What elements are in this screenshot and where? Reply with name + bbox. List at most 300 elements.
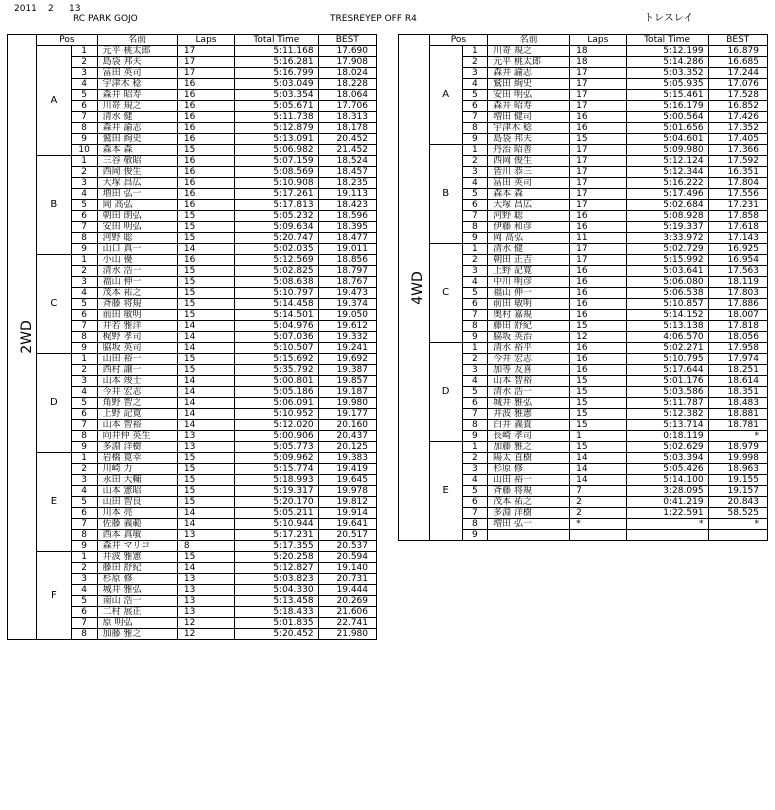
laps-cell: 15 (177, 453, 234, 464)
group-label: E (429, 442, 462, 541)
driver-name-cell: 大塚 昌広 (97, 178, 177, 189)
driver-name-cell: 宇津木 稔 (97, 79, 177, 90)
laps-cell: * (570, 519, 626, 530)
laps-cell: 15 (177, 145, 234, 156)
total-time-cell: 5:10.857 (626, 299, 708, 310)
driver-name-cell: 加藤 雅之 (97, 629, 177, 640)
total-time-cell: 5:16.799 (235, 68, 318, 79)
driver-name-cell: 清水 浩一 (97, 266, 177, 277)
position-cell: 5 (71, 398, 97, 409)
best-lap-cell: * (708, 519, 767, 530)
driver-name-cell: 元平 桃太郎 (488, 57, 570, 68)
position-cell: 8 (71, 431, 97, 442)
best-lap-cell: * (708, 431, 767, 442)
laps-cell: 14 (177, 563, 234, 574)
best-lap-cell: 19.383 (318, 453, 376, 464)
laps-cell: 16 (177, 112, 234, 123)
best-lap-cell: 19.113 (318, 189, 376, 200)
total-time-cell: 5:00.906 (235, 431, 318, 442)
driver-name-cell: 大塚 昌広 (488, 200, 570, 211)
laps-cell: 17 (570, 145, 626, 156)
total-time-cell: 5:03.394 (626, 453, 708, 464)
laps-cell: 16 (570, 288, 626, 299)
position-cell: 3 (462, 68, 488, 79)
best-lap-cell: 20.594 (318, 552, 376, 563)
position-cell: 6 (462, 398, 488, 409)
laps-cell: 15 (570, 442, 626, 453)
driver-name-cell: 西岡 俊生 (97, 167, 177, 178)
position-cell: 4 (462, 376, 488, 387)
position-cell: 9 (71, 541, 97, 552)
laps-cell: 15 (177, 552, 234, 563)
best-lap-cell: 19.419 (318, 464, 376, 475)
position-cell: 1 (71, 453, 97, 464)
driver-name-cell: 朝田 朗弘 (97, 211, 177, 222)
best-lap-cell: 18.614 (708, 376, 767, 387)
best-lap-cell: 18.007 (708, 310, 767, 321)
best-lap-cell: 17.858 (708, 211, 767, 222)
position-cell: 9 (462, 431, 488, 442)
driver-name-cell: 川本 亮 (97, 508, 177, 519)
total-time-cell: 5:17.644 (626, 365, 708, 376)
driver-name-cell: 清水 健 (97, 112, 177, 123)
laps-cell: 14 (177, 321, 234, 332)
best-lap-cell: 18.477 (318, 233, 376, 244)
laps-cell: 15 (570, 387, 626, 398)
laps-cell: 16 (177, 123, 234, 134)
total-time-cell: 0:18.119 (626, 431, 708, 442)
best-lap-cell: 17.886 (708, 299, 767, 310)
best-lap-cell: 17.706 (318, 101, 376, 112)
position-cell: 9 (462, 134, 488, 145)
position-cell: 1 (71, 156, 97, 167)
driver-name-cell: 増田 弘一 (488, 519, 570, 530)
driver-name-cell: 岩橋 寛幸 (97, 453, 177, 464)
best-lap-cell: 18.524 (318, 156, 376, 167)
driver-name-cell: 茂本 祐之 (97, 288, 177, 299)
position-cell: 5 (71, 497, 97, 508)
best-lap-cell: 16.925 (708, 244, 767, 255)
best-lap-cell: 18.856 (318, 255, 376, 266)
position-cell: 2 (71, 266, 97, 277)
position-cell: 7 (462, 211, 488, 222)
best-lap-cell: 20.160 (318, 420, 376, 431)
total-time-cell: 5:05.773 (235, 442, 318, 453)
total-time-cell: 5:09.634 (235, 222, 318, 233)
total-time-cell: 5:18.993 (235, 475, 318, 486)
total-time-cell: 5:10.944 (235, 519, 318, 530)
best-lap-cell: 18.881 (708, 409, 767, 420)
total-time-cell: 5:10.795 (626, 354, 708, 365)
position-cell: 1 (71, 552, 97, 563)
laps-cell: 13 (177, 530, 234, 541)
best-lap-cell: 19.612 (318, 321, 376, 332)
best-lap-cell: 17.352 (708, 123, 767, 134)
best-lap-cell: 18.064 (318, 90, 376, 101)
driver-name-cell: 森井 昭寿 (488, 101, 570, 112)
driver-name-cell: 島袋 邦夫 (97, 57, 177, 68)
best-lap-cell: 18.423 (318, 200, 376, 211)
best-lap-cell: 20.269 (318, 596, 376, 607)
driver-name-cell: 河野 聡 (488, 211, 570, 222)
table-row (8, 255, 377, 266)
position-cell: 7 (71, 420, 97, 431)
driver-name-cell: 中川 明彦 (488, 277, 570, 288)
driver-name-cell: 井若 雅洋 (97, 321, 177, 332)
driver-name-cell: 藤田 舒紀 (488, 321, 570, 332)
best-lap-cell: 17.076 (708, 79, 767, 90)
best-lap-cell: 18.395 (318, 222, 376, 233)
position-cell: 2 (71, 167, 97, 178)
total-time-cell: 5:19.317 (235, 486, 318, 497)
position-cell: 9 (462, 233, 488, 244)
total-time-cell: 5:10.507 (235, 343, 318, 354)
total-time-cell: 5:17.813 (235, 200, 318, 211)
total-time-cell: 5:16.281 (235, 57, 318, 68)
driver-name-cell (488, 530, 570, 541)
position-cell: 4 (71, 387, 97, 398)
position-cell: 6 (71, 310, 97, 321)
best-lap-cell: 18.979 (708, 442, 767, 453)
driver-name-cell: 鷲田 絢史 (488, 79, 570, 90)
driver-name-cell: 斉藤 将規 (488, 486, 570, 497)
position-cell: 1 (71, 255, 97, 266)
position-cell: 1 (71, 354, 97, 365)
laps-cell: 15 (177, 233, 234, 244)
laps-cell: 15 (177, 266, 234, 277)
laps-cell: 15 (177, 497, 234, 508)
total-time-cell: 5:05.186 (235, 387, 318, 398)
position-cell: 5 (462, 288, 488, 299)
total-time-cell: 5:17.261 (235, 189, 318, 200)
total-time-cell: 5:11.168 (235, 46, 318, 57)
total-time-cell: 5:03.641 (626, 266, 708, 277)
best-lap-cell: 20.125 (318, 442, 376, 453)
total-time-cell: 1:22.591 (626, 508, 708, 519)
laps-cell: 14 (177, 332, 234, 343)
total-time-cell: 5:01.176 (626, 376, 708, 387)
total-time-cell: 5:06.982 (235, 145, 318, 156)
position-cell: 2 (462, 354, 488, 365)
driver-name-cell: 岡 高弘 (97, 200, 177, 211)
header-event: TRESREYEP OFF R4 (330, 14, 417, 24)
position-cell: 7 (71, 222, 97, 233)
header-event-jp: トレスレイ (644, 13, 694, 24)
driver-name-cell: 多淵 洋樹 (97, 442, 177, 453)
position-cell: 9 (71, 134, 97, 145)
total-time-cell: 5:17.355 (235, 541, 318, 552)
position-cell: 2 (71, 563, 97, 574)
driver-name-cell: 朝田 正吉 (488, 255, 570, 266)
laps-cell: 13 (177, 585, 234, 596)
laps-cell: 16 (177, 156, 234, 167)
laps-cell: 12 (177, 618, 234, 629)
driver-name-cell: 西岡 俊生 (488, 156, 570, 167)
table-row (399, 442, 768, 453)
position-cell: 5 (462, 387, 488, 398)
total-time-cell: 5:14.501 (235, 310, 318, 321)
laps-cell: 14 (177, 387, 234, 398)
driver-name-cell: 安田 明弘 (488, 90, 570, 101)
column-header-name: 名前 (488, 35, 570, 46)
total-time-cell: 5:11.787 (626, 398, 708, 409)
position-cell: 8 (71, 233, 97, 244)
table-header-row (8, 35, 377, 46)
total-time-cell: 5:14.286 (626, 57, 708, 68)
total-time-cell: 5:02.271 (626, 343, 708, 354)
laps-cell: 15 (177, 310, 234, 321)
total-time-cell: 5:06.080 (626, 277, 708, 288)
laps-cell: 14 (177, 409, 234, 420)
laps-cell: 14 (177, 244, 234, 255)
total-time-cell: 5:03.586 (626, 387, 708, 398)
table-header-row (399, 35, 768, 46)
position-cell: 8 (71, 332, 97, 343)
laps-cell: 2 (570, 508, 626, 519)
driver-name-cell: 川嵜 規之 (488, 46, 570, 57)
driver-name-cell: 上野 記寛 (488, 266, 570, 277)
driver-name-cell: 岡 高弘 (488, 233, 570, 244)
best-lap-cell: 19.641 (318, 519, 376, 530)
best-lap-cell: 19.050 (318, 310, 376, 321)
laps-cell: 13 (177, 574, 234, 585)
best-lap-cell: 17.231 (708, 200, 767, 211)
driver-name-cell: 冨田 英司 (97, 68, 177, 79)
driver-name-cell: 永田 大輔 (97, 475, 177, 486)
laps-cell: 17 (177, 68, 234, 79)
driver-name-cell: 森井 昭寿 (97, 90, 177, 101)
laps-cell: 8 (177, 541, 234, 552)
total-time-cell: 5:02.035 (235, 244, 318, 255)
position-cell: 9 (462, 530, 488, 541)
position-cell: 7 (462, 409, 488, 420)
group-label: A (429, 46, 462, 145)
driver-name-cell: 奥村 嘉規 (488, 310, 570, 321)
driver-name-cell: 城井 雅弘 (97, 585, 177, 596)
total-time-cell: 5:20.258 (235, 552, 318, 563)
position-cell: 2 (462, 255, 488, 266)
laps-cell: 15 (177, 288, 234, 299)
best-lap-cell: 17.803 (708, 288, 767, 299)
total-time-cell: 5:12.344 (626, 167, 708, 178)
best-lap-cell: 20.731 (318, 574, 376, 585)
total-time-cell: 4:06.570 (626, 332, 708, 343)
laps-cell: 14 (177, 519, 234, 530)
laps-cell: 16 (570, 365, 626, 376)
best-lap-cell: 16.852 (708, 101, 767, 112)
best-lap-cell: 18.596 (318, 211, 376, 222)
best-lap-cell: 19.140 (318, 563, 376, 574)
total-time-cell: 5:05.426 (626, 464, 708, 475)
position-cell: 6 (71, 607, 97, 618)
position-cell: 4 (71, 486, 97, 497)
total-time-cell: 5:05.211 (235, 508, 318, 519)
best-lap-cell: 19.187 (318, 387, 376, 398)
total-time-cell: 5:06.091 (235, 398, 318, 409)
best-lap-cell: 18.024 (318, 68, 376, 79)
total-time-cell: 5:19.337 (626, 222, 708, 233)
best-lap-cell: 18.313 (318, 112, 376, 123)
driver-name-cell: 藤田 舒紀 (97, 563, 177, 574)
group-label: A (37, 46, 71, 156)
driver-name-cell: 増田 健司 (488, 112, 570, 123)
driver-name-cell: 森井 諭志 (97, 123, 177, 134)
total-time-cell: 5:35.792 (235, 365, 318, 376)
total-time-cell: 5:17.496 (626, 189, 708, 200)
total-time-cell: 3:33.972 (626, 233, 708, 244)
laps-cell: 15 (570, 409, 626, 420)
driver-name-cell: 福山 伸一 (97, 277, 177, 288)
total-time-cell: 5:18.433 (235, 607, 318, 618)
driver-name-cell: 山本 智裕 (488, 376, 570, 387)
best-lap-cell: 16.954 (708, 255, 767, 266)
best-lap-cell: 18.457 (318, 167, 376, 178)
best-lap-cell: 16.879 (708, 46, 767, 57)
driver-name-cell: 河野 聡 (97, 233, 177, 244)
driver-name-cell: 原 明弘 (97, 618, 177, 629)
header-day: 13 (69, 4, 81, 14)
driver-name-cell: 皆川 恭三 (488, 167, 570, 178)
driver-name-cell: 安田 明弘 (97, 222, 177, 233)
laps-cell: 12 (177, 629, 234, 640)
driver-name-cell: 宇津木 稔 (488, 123, 570, 134)
driver-name-cell: 小山 優 (97, 255, 177, 266)
total-time-cell: 5:00.564 (626, 112, 708, 123)
total-time-cell: 0:41.219 (626, 497, 708, 508)
best-lap-cell: 21.452 (318, 145, 376, 156)
total-time-cell: 5:03.823 (235, 574, 318, 585)
position-cell: 5 (71, 596, 97, 607)
total-time-cell: 5:08.569 (235, 167, 318, 178)
position-cell: 3 (71, 475, 97, 486)
best-lap-cell: 17.244 (708, 68, 767, 79)
laps-cell: 15 (177, 365, 234, 376)
table-row (399, 244, 768, 255)
position-cell: 6 (71, 101, 97, 112)
total-time-cell: 5:12.199 (626, 46, 708, 57)
driver-name-cell: 鷲田 絢史 (97, 134, 177, 145)
laps-cell: 16 (570, 123, 626, 134)
driver-name-cell: 白井 義貴 (488, 420, 570, 431)
total-time-cell: 5:00.801 (235, 376, 318, 387)
header-year: 2011 (14, 4, 37, 14)
total-time-cell: 5:14.458 (235, 299, 318, 310)
position-cell: 3 (462, 266, 488, 277)
best-lap-cell: 18.251 (708, 365, 767, 376)
driver-name-cell: 丹治 昭善 (488, 145, 570, 156)
total-time-cell: 5:03.352 (626, 68, 708, 79)
position-cell: 4 (71, 585, 97, 596)
driver-name-cell: 南山 浩一 (97, 596, 177, 607)
laps-cell: 13 (177, 431, 234, 442)
total-time-cell: 5:14.152 (626, 310, 708, 321)
position-cell: 9 (71, 343, 97, 354)
group-label: D (429, 343, 462, 442)
best-lap-cell: 18.483 (708, 398, 767, 409)
position-cell: 2 (462, 57, 488, 68)
laps-cell: 15 (570, 420, 626, 431)
best-lap-cell: 19.473 (318, 288, 376, 299)
driver-name-cell: 前田 敏明 (488, 299, 570, 310)
column-header-best: BEST (318, 35, 376, 46)
driver-name-cell: 森井 マリコ (97, 541, 177, 552)
laps-cell: 17 (570, 79, 626, 90)
driver-name-cell: 井波 雅憲 (488, 409, 570, 420)
driver-name-cell: 山本 竣士 (97, 376, 177, 387)
laps-cell: 16 (570, 266, 626, 277)
position-cell: 3 (71, 68, 97, 79)
total-time-cell: 5:01.835 (235, 618, 318, 629)
best-lap-cell: 18.056 (708, 332, 767, 343)
total-time-cell: 5:09.980 (626, 145, 708, 156)
total-time-cell: 5:07.159 (235, 156, 318, 167)
laps-cell: 17 (177, 57, 234, 68)
header-month: 2 (48, 4, 54, 14)
position-cell: 8 (71, 629, 97, 640)
position-cell: 9 (71, 244, 97, 255)
laps-cell: 17 (177, 46, 234, 57)
laps-cell: 16 (177, 178, 234, 189)
position-cell: 1 (71, 46, 97, 57)
class-label-text: 2WD (18, 320, 35, 354)
laps-cell: 15 (177, 222, 234, 233)
best-lap-cell: 20.452 (318, 134, 376, 145)
driver-name-cell: 多淵 洋樹 (488, 508, 570, 519)
driver-name-cell: 前田 敏明 (97, 310, 177, 321)
total-time-cell: 5:13.091 (235, 134, 318, 145)
laps-cell: 16 (177, 200, 234, 211)
best-lap-cell: 19.157 (708, 486, 767, 497)
total-time-cell: 5:11.738 (235, 112, 318, 123)
total-time-cell: 5:10.908 (235, 178, 318, 189)
driver-name-cell: 川崎 力 (97, 464, 177, 475)
position-cell: 10 (71, 145, 97, 156)
driver-name-cell: 茂本 祐之 (488, 497, 570, 508)
laps-cell: 14 (570, 453, 626, 464)
total-time-cell: 5:10.797 (235, 288, 318, 299)
laps-cell: 15 (177, 211, 234, 222)
laps-cell: 16 (570, 343, 626, 354)
total-time-cell: 5:01.656 (626, 123, 708, 134)
driver-name-cell: 森本 森 (97, 145, 177, 156)
position-cell: 1 (462, 343, 488, 354)
driver-name-cell: 加等 友喜 (488, 365, 570, 376)
column-header-pos: Pos (37, 35, 97, 46)
total-time-cell: 5:12.569 (235, 255, 318, 266)
laps-cell: 16 (570, 222, 626, 233)
total-time-cell: 5:04.976 (235, 321, 318, 332)
driver-name-cell: 山本 智裕 (97, 420, 177, 431)
best-lap-cell: 18.767 (318, 277, 376, 288)
total-time-cell: 5:16.179 (626, 101, 708, 112)
position-cell: 2 (71, 464, 97, 475)
driver-name-cell: 脇坂 英司 (97, 343, 177, 354)
position-cell: 8 (462, 519, 488, 530)
position-cell: 3 (71, 574, 97, 585)
total-time-cell: 5:04.330 (235, 585, 318, 596)
position-cell: 5 (462, 189, 488, 200)
best-lap-cell: 17.556 (708, 189, 767, 200)
best-lap-cell: 21.980 (318, 629, 376, 640)
total-time-cell: 5:15.692 (235, 354, 318, 365)
best-lap-cell: 17.804 (708, 178, 767, 189)
total-time-cell: 5:12.382 (626, 409, 708, 420)
position-cell: 1 (462, 244, 488, 255)
position-cell: 3 (71, 178, 97, 189)
position-cell: 2 (462, 156, 488, 167)
column-header-time: Total Time (626, 35, 708, 46)
best-lap-cell (708, 530, 767, 541)
